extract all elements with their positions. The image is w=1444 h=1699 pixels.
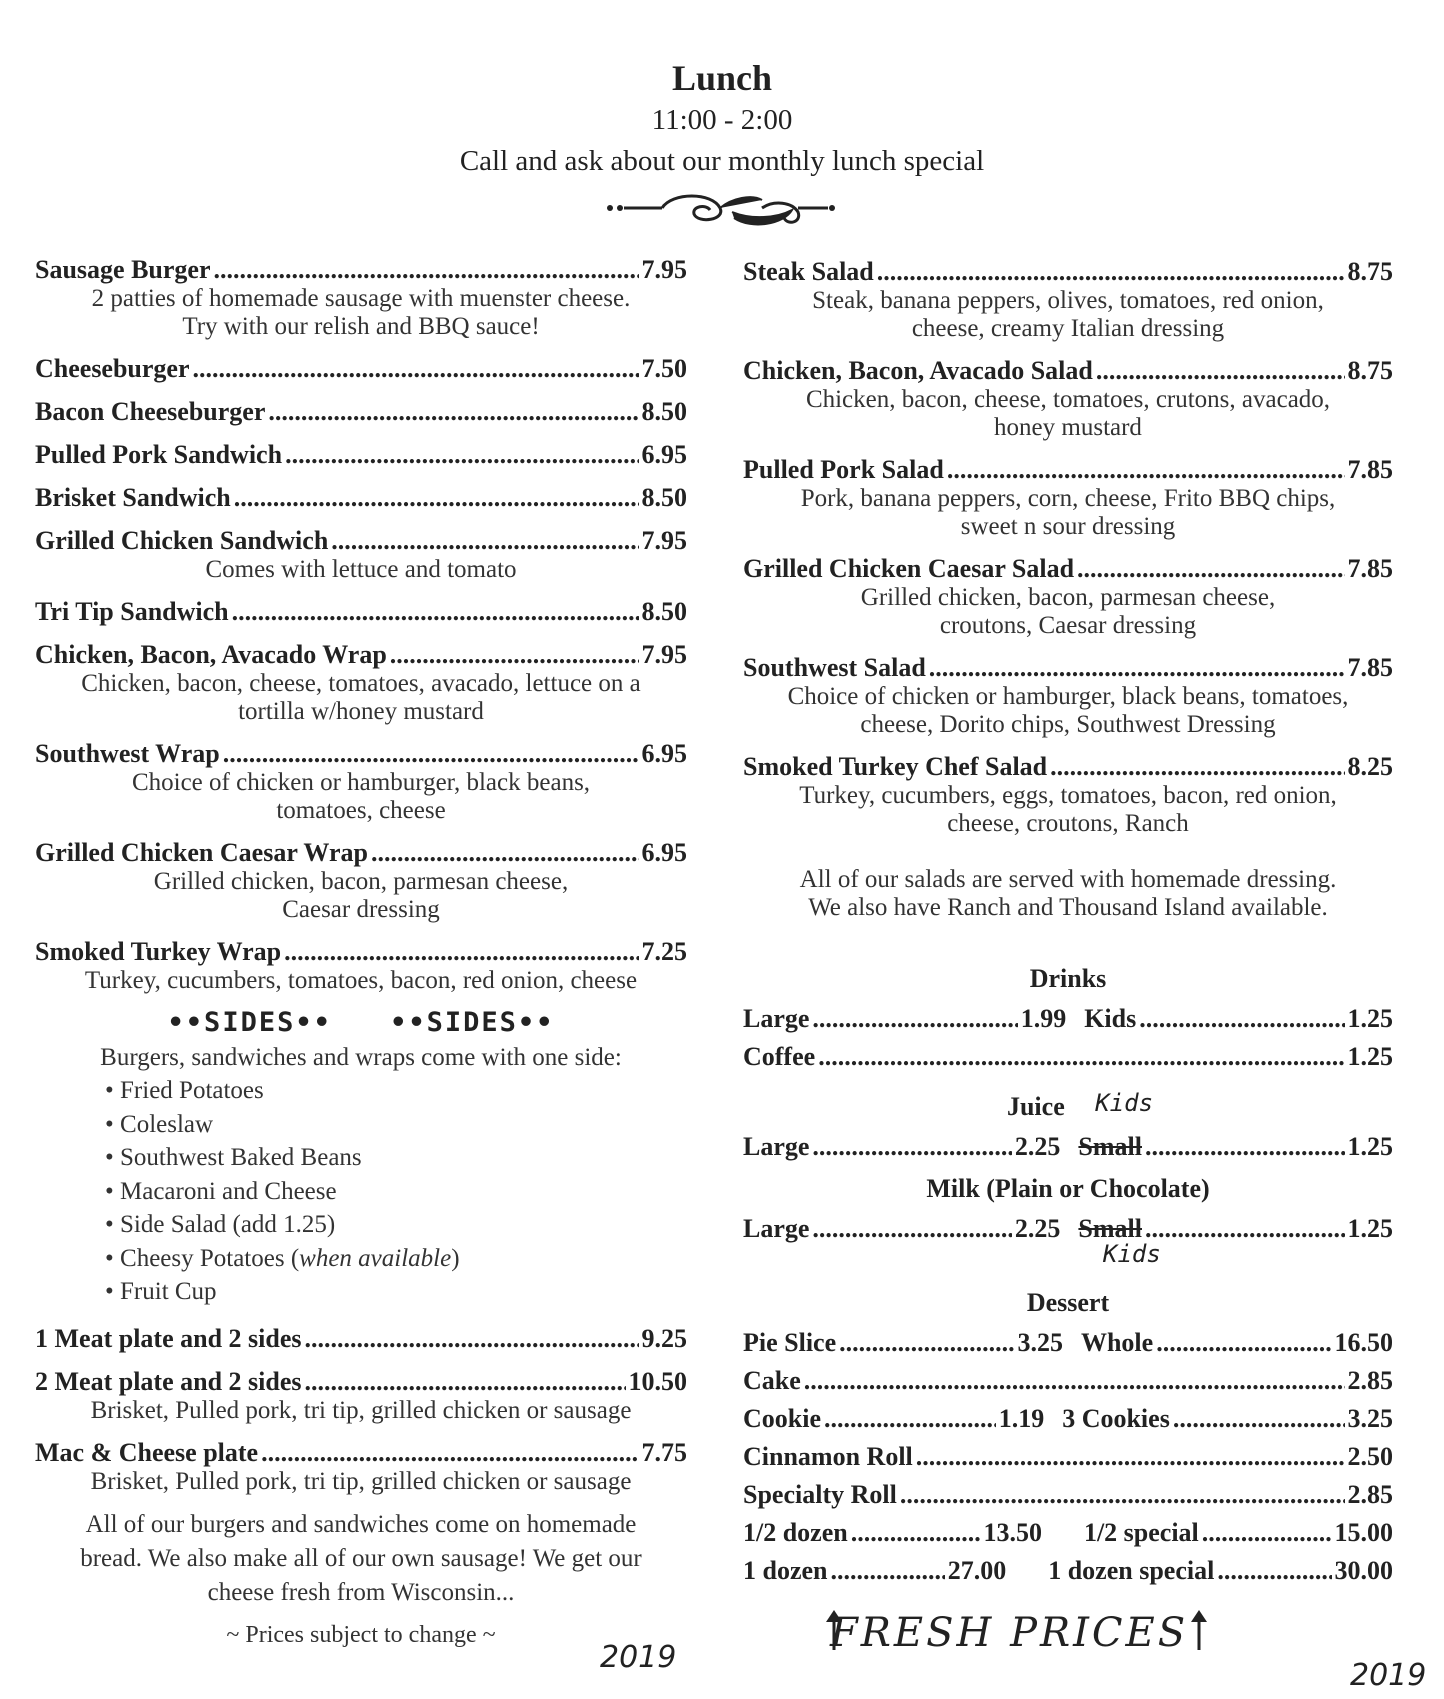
menu-item-line <box>35 1437 687 1468</box>
menu-item-price: 10.50 <box>628 1366 687 1396</box>
menu-item <box>35 936 687 995</box>
menu-item <box>35 1323 687 1354</box>
menu-item <box>35 439 687 470</box>
side-option: • Side Salad (add 1.25) <box>105 1208 687 1242</box>
side-option: • Cheesy Potatoes (when available) <box>105 1242 687 1276</box>
menu-title: Lunch <box>671 58 773 98</box>
menu-item-description: Turkey, cucumbers, eggs, tomatoes, bacon, red onion, <box>799 782 1337 809</box>
menu-item-price: 8.75 <box>1347 257 1393 286</box>
leader-dots <box>232 596 639 627</box>
dessert-dozen-row: 1 dozen ..... 27.00 1 dozen special ..... 30.00 <box>743 1552 1393 1590</box>
juice-title: Juice Kids <box>1006 1089 1154 1121</box>
flourish-ornament-icon <box>602 190 842 234</box>
menu-item-description: Turkey, cucumbers, tomatoes, bacon, red onion, cheese <box>84 967 638 994</box>
menu-item-name: Brisket Sandwich <box>35 483 231 512</box>
menu-item-name: Steak Salad <box>743 257 874 286</box>
menu-item-line <box>35 353 687 384</box>
menu-item-name: Southwest Salad <box>743 653 926 682</box>
menu-item-line <box>35 596 687 627</box>
menu-header <box>0 56 1444 234</box>
leader-dots <box>268 396 638 427</box>
menu-item-price: 7.85 <box>1347 554 1393 583</box>
dessert-title: Dessert <box>1026 1288 1110 1317</box>
menu-item-price: 6.95 <box>641 440 687 469</box>
menu-item-name: Chicken, Bacon, Avacado Wrap <box>35 640 387 669</box>
menu-item-line <box>743 553 1393 584</box>
milk-title: Milk (Plain or Chocolate) <box>926 1174 1210 1203</box>
menu-item-description: sweet n sour dressing <box>960 513 1176 540</box>
menu-item-price: 7.95 <box>641 526 687 555</box>
leader-dots <box>284 936 638 967</box>
menu-item <box>743 256 1393 343</box>
menu-item-description: Grilled chicken, bacon, parmesan cheese, <box>153 868 569 895</box>
dessert-pie-row: Pie Slice ..... 3.25 Whole ..... 16.50 <box>743 1324 1393 1362</box>
dessert-cookie-row: Cookie ..... 1.19 3 Cookies ..... 3.25 <box>743 1400 1393 1438</box>
menu-item <box>35 396 687 427</box>
menu-item-name: Pulled Pork Sandwich <box>35 440 283 469</box>
menu-item-line <box>35 482 687 513</box>
fresh-prices-handwritten: FRESH PRICES <box>830 1610 1189 1656</box>
menu-item <box>743 355 1393 442</box>
menu-item-line <box>35 1323 687 1354</box>
menu-item-name: Bacon Cheeseburger <box>35 397 266 426</box>
prices-subject-to-change: ~ Prices subject to change ~ <box>226 1621 496 1648</box>
menu-item-name: Pulled Pork Salad <box>743 455 944 484</box>
menu-item-description: Chicken, bacon, cheese, tomatoes, avacado, lettuce on a <box>81 670 641 697</box>
menu-item <box>35 525 687 584</box>
menu-item <box>35 738 687 825</box>
leader-dots <box>929 652 1345 683</box>
menu-item-name: Grilled Chicken Sandwich <box>35 526 329 555</box>
menu-item-line <box>743 652 1393 683</box>
menu-item <box>35 837 687 924</box>
menu-item <box>35 254 687 341</box>
side-option: • Macaroni and Cheese <box>105 1175 687 1209</box>
dessert-specialty-row: Specialty Roll ..... 2.85 <box>743 1476 1393 1514</box>
menu-item-price: 7.95 <box>641 255 687 284</box>
menu-item-name: Sausage Burger <box>35 255 211 284</box>
menu-item-line <box>743 355 1393 386</box>
menu-item-price: 6.95 <box>641 739 687 768</box>
left-column <box>35 254 687 1649</box>
drink-coffee-row: Coffee ..... 1.25 <box>743 1038 1393 1076</box>
menu-item-description: cheese, croutons, Ranch <box>947 810 1189 837</box>
drinks-title: Drinks <box>1029 964 1107 993</box>
leader-dots <box>285 439 638 470</box>
leader-dots <box>305 1323 639 1354</box>
menu-item-description: Chicken, bacon, cheese, tomatoes, crutons, avacado, <box>805 386 1331 413</box>
leader-dots <box>877 256 1345 287</box>
menu-item-price: 8.50 <box>641 483 687 512</box>
menu-item-description: cheese, Dorito chips, Southwest Dressing <box>860 711 1276 738</box>
menu-item-name: Mac & Cheese plate <box>35 1437 259 1467</box>
leader-dots <box>1096 355 1345 386</box>
menu-item <box>743 652 1393 739</box>
menu-item <box>743 751 1393 838</box>
menu-item-name: Cheeseburger <box>35 354 190 383</box>
menu-item-price: 8.25 <box>1347 752 1393 781</box>
menu-item-price: 7.75 <box>641 1437 687 1467</box>
menu-item <box>35 1366 687 1425</box>
menu-item-price: 8.50 <box>641 597 687 626</box>
menu-item-line <box>35 525 687 556</box>
milk-kids-handwritten: Kids <box>1103 1240 1161 1268</box>
menu-item-description: tortilla w/honey mustard <box>238 698 484 725</box>
menu-item-price: 6.95 <box>641 838 687 867</box>
drink-juice-row: Large ..... 2.25 Small ..... 1.25 <box>743 1128 1393 1166</box>
leader-dots <box>947 454 1345 485</box>
menu-item-line <box>35 1366 687 1397</box>
menu-item <box>35 353 687 384</box>
side-option: • Fruit Cup <box>105 1275 687 1309</box>
leader-dots <box>371 837 639 868</box>
menu-item-description: Choice of chicken or hamburger, black beans, tomatoes, <box>787 683 1349 710</box>
menu-item-description: Brisket, Pulled pork, tri tip, grilled chicken or sausage <box>90 1467 632 1495</box>
menu-item-description: Grilled chicken, bacon, parmesan cheese, <box>860 584 1276 611</box>
dessert-half-dozen-row: 1/2 dozen ..... 13.50 1/2 special ..... 15.00 <box>743 1514 1393 1552</box>
menu-item <box>35 639 687 726</box>
dessert-cake-row: Cake ..... 2.85 <box>743 1362 1393 1400</box>
side-option: • Coleslaw <box>105 1108 687 1142</box>
leader-dots <box>261 1437 638 1468</box>
arrow-up-icon <box>1189 1608 1209 1652</box>
menu-item-line <box>35 837 687 868</box>
menu-item-name: Smoked Turkey Wrap <box>35 937 282 966</box>
menu-item <box>35 482 687 513</box>
leader-dots <box>223 738 639 769</box>
menu-item <box>743 553 1393 640</box>
drink-soda-row: Large ..... 1.99 Kids ..... 1.25 <box>743 1000 1393 1038</box>
bread-note: All of our burgers and sandwiches come on homemade bread. We also make all of our own sausage! We get our cheese fresh from Wisconsin... <box>80 1510 642 1606</box>
menu-item-description: Caesar dressing <box>282 896 440 923</box>
menu-item-line <box>743 454 1393 485</box>
menu-item-name: Grilled Chicken Caesar Wrap <box>35 838 368 867</box>
menu-item-description: 2 patties of homemade sausage with muenster cheese. <box>91 285 631 312</box>
menu-item-line <box>35 396 687 427</box>
year-handwritten-left: 2019 <box>600 1640 677 1675</box>
sides-list <box>105 1074 687 1309</box>
menu-item-description: honey mustard <box>994 414 1142 441</box>
salad-dressing-note: All of our salads are served with homemade dressing. We also have Ranch and Thousand Island available. <box>799 866 1337 921</box>
menu-item-price: 7.85 <box>1347 653 1393 682</box>
menu-item <box>35 596 687 627</box>
menu-item-description: Pork, banana peppers, corn, cheese, Frito BBQ chips, <box>800 485 1336 512</box>
leader-dots <box>331 525 638 556</box>
menu-item-line <box>35 439 687 470</box>
menu-item-name: Southwest Wrap <box>35 739 220 768</box>
menu-item-description: Steak, banana peppers, olives, tomatoes, red onion, <box>812 287 1324 314</box>
menu-item-price: 8.75 <box>1347 356 1393 385</box>
menu-item-price: 9.25 <box>641 1323 687 1353</box>
lunch-hours: 11:00 - 2:00 <box>651 104 793 136</box>
menu-item-price: 7.50 <box>641 354 687 383</box>
right-column <box>743 256 1393 1590</box>
menu-item-name: Tri Tip Sandwich <box>35 597 229 626</box>
sides-intro: Burgers, sandwiches and wraps come with one side: <box>100 1044 622 1071</box>
menu-item-name: 2 Meat plate and 2 sides <box>35 1366 302 1396</box>
menu-item-price: 7.95 <box>641 640 687 669</box>
menu-item-line <box>35 936 687 967</box>
menu-item-price: 7.25 <box>641 937 687 966</box>
menu-item <box>35 1437 687 1496</box>
menu-item-line <box>743 256 1393 287</box>
leader-dots <box>193 353 639 384</box>
menu-item-description: croutons, Caesar dressing <box>939 612 1197 639</box>
menu-item-description: Choice of chicken or hamburger, black beans, <box>131 769 591 796</box>
menu-item-line <box>743 751 1393 782</box>
leader-dots <box>390 639 639 670</box>
menu-item-line <box>35 254 687 285</box>
menu-item-description: Brisket, Pulled pork, tri tip, grilled chicken or sausage <box>90 1396 632 1424</box>
leader-dots <box>1077 553 1344 584</box>
sides-heading: ••SIDES•• ••SIDES•• <box>167 1007 555 1038</box>
leader-dots <box>305 1366 626 1397</box>
menu-item-name: 1 Meat plate and 2 sides <box>35 1323 302 1353</box>
side-option: • Fried Potatoes <box>105 1074 687 1108</box>
lunch-special-tagline: Call and ask about our monthly lunch special <box>459 145 985 177</box>
menu-item-name: Grilled Chicken Caesar Salad <box>743 554 1075 583</box>
menu-item-description: cheese, creamy Italian dressing <box>911 315 1225 342</box>
menu-item-description: Try with our relish and BBQ sauce! <box>182 313 540 340</box>
leader-dots <box>234 482 639 513</box>
side-option: • Southwest Baked Beans <box>105 1141 687 1175</box>
juice-kids-handwritten: Kids <box>1095 1089 1154 1117</box>
menu-item-price: 8.50 <box>641 397 687 426</box>
menu-item-name: Smoked Turkey Chef Salad <box>743 752 1048 781</box>
menu-item <box>743 454 1393 541</box>
menu-item-name: Chicken, Bacon, Avacado Salad <box>743 356 1093 385</box>
dessert-cinnamon-row: Cinnamon Roll ..... 2.50 <box>743 1438 1393 1476</box>
menu-item-price: 7.85 <box>1347 455 1393 484</box>
year-handwritten-right: 2019 <box>1350 1658 1427 1693</box>
menu-item-line <box>35 639 687 670</box>
menu-item-line <box>35 738 687 769</box>
menu-item-description: tomatoes, cheese <box>276 797 446 824</box>
menu-item-description: Comes with lettuce and tomato <box>205 556 517 583</box>
drink-milk-row: Large ..... 2.25 Small ..... 1.25 <box>743 1210 1393 1248</box>
leader-dots <box>1050 751 1344 782</box>
leader-dots <box>214 254 639 285</box>
